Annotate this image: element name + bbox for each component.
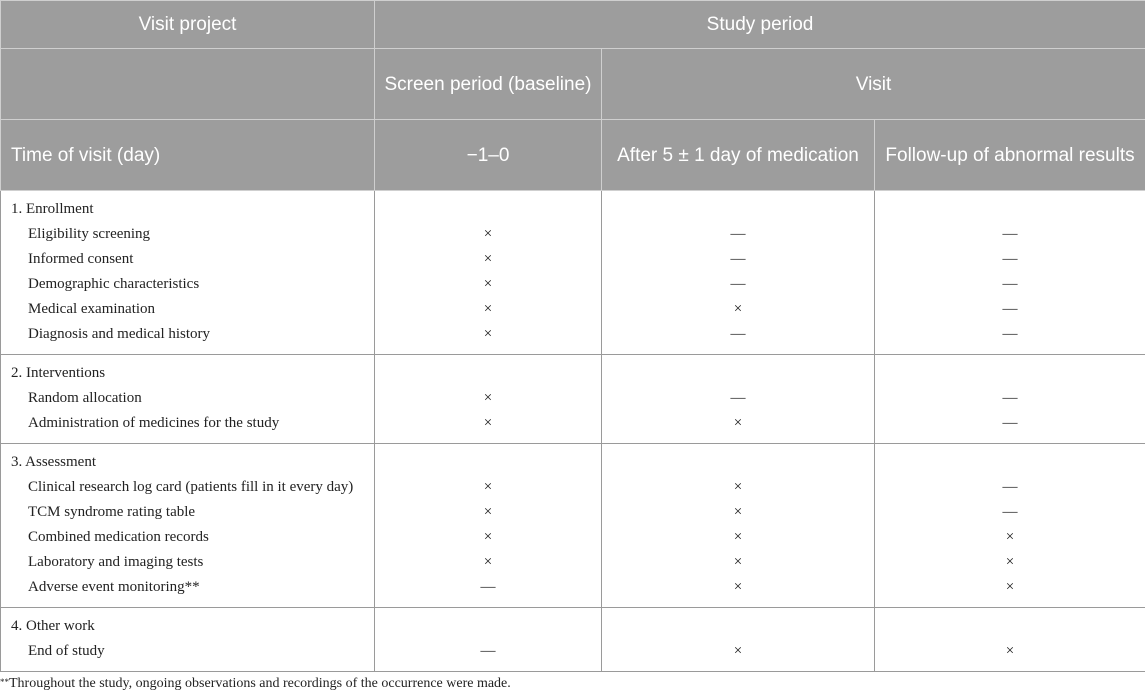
baseline-mark: × xyxy=(375,322,602,355)
empty-cell xyxy=(602,608,875,640)
empty-cell xyxy=(875,191,1145,223)
section-title: 1. Enrollment xyxy=(1,191,375,223)
baseline-mark: × xyxy=(375,411,602,444)
after-medication-mark: × xyxy=(602,639,875,672)
table-row xyxy=(1,475,1145,500)
section-row xyxy=(1,444,1145,476)
row-label: Eligibility screening xyxy=(1,222,375,247)
followup-mark: × xyxy=(875,639,1145,672)
table-row xyxy=(1,297,1145,322)
table-footnote xyxy=(0,674,511,694)
empty-cell xyxy=(875,444,1145,476)
followup-mark: — xyxy=(875,475,1145,500)
table-row xyxy=(1,272,1145,297)
table-row xyxy=(1,322,1145,355)
empty-cell xyxy=(602,191,875,223)
followup-mark: — xyxy=(875,272,1145,297)
after-medication-mark: × xyxy=(602,550,875,575)
baseline-mark: × xyxy=(375,247,602,272)
header-time-followup: Follow-up of abnormal results xyxy=(875,120,1145,191)
header-blank-cell xyxy=(1,49,375,120)
baseline-mark: × xyxy=(375,475,602,500)
followup-mark: — xyxy=(875,222,1145,247)
section-title: 3. Assessment xyxy=(1,444,375,476)
footnote-text: Throughout the study, ongoing observations and recordings of the occurrence were made. xyxy=(9,676,511,691)
table-row xyxy=(1,222,1145,247)
baseline-mark: × xyxy=(375,500,602,525)
row-label: Clinical research log card (patients fill in it every day) xyxy=(1,475,375,500)
header-study-period: Study period xyxy=(375,1,1145,49)
section-row xyxy=(1,191,1145,223)
empty-cell xyxy=(375,608,602,640)
followup-mark: — xyxy=(875,411,1145,444)
after-medication-mark: × xyxy=(602,575,875,608)
row-label: TCM syndrome rating table xyxy=(1,500,375,525)
section-title: 2. Interventions xyxy=(1,355,375,387)
header-visit-project: Visit project xyxy=(1,1,375,49)
row-label: Diagnosis and medical history xyxy=(1,322,375,355)
section-title: 4. Other work xyxy=(1,608,375,640)
baseline-mark: × xyxy=(375,386,602,411)
table-header xyxy=(1,1,1145,191)
row-label: Medical examination xyxy=(1,297,375,322)
empty-cell xyxy=(375,191,602,223)
followup-mark: — xyxy=(875,386,1145,411)
empty-cell xyxy=(875,608,1145,640)
baseline-mark: × xyxy=(375,297,602,322)
row-label: Demographic characteristics xyxy=(1,272,375,297)
table-row xyxy=(1,411,1145,444)
followup-mark: — xyxy=(875,297,1145,322)
after-medication-mark: — xyxy=(602,322,875,355)
followup-mark: — xyxy=(875,500,1145,525)
table-row xyxy=(1,550,1145,575)
section-row xyxy=(1,355,1145,387)
row-label: Adverse event monitoring** xyxy=(1,575,375,608)
after-medication-mark: — xyxy=(602,386,875,411)
header-time-of-visit: Time of visit (day) xyxy=(1,120,375,191)
empty-cell xyxy=(602,444,875,476)
baseline-mark: × xyxy=(375,525,602,550)
empty-cell xyxy=(602,355,875,387)
followup-mark: × xyxy=(875,575,1145,608)
header-visit: Visit xyxy=(602,49,1145,120)
baseline-mark: × xyxy=(375,550,602,575)
after-medication-mark: × xyxy=(602,475,875,500)
followup-mark: — xyxy=(875,322,1145,355)
after-medication-mark: × xyxy=(602,297,875,322)
table-row xyxy=(1,525,1145,550)
header-screen-period: Screen period (baseline) xyxy=(375,49,602,120)
followup-mark: — xyxy=(875,247,1145,272)
table-row xyxy=(1,500,1145,525)
baseline-mark: × xyxy=(375,222,602,247)
after-medication-mark: × xyxy=(602,411,875,444)
footnote-mark: ** xyxy=(0,677,9,687)
after-medication-mark: × xyxy=(602,500,875,525)
baseline-mark: — xyxy=(375,639,602,672)
row-label: Informed consent xyxy=(1,247,375,272)
table-row xyxy=(1,575,1145,608)
after-medication-mark: — xyxy=(602,222,875,247)
row-label: Random allocation xyxy=(1,386,375,411)
after-medication-mark: — xyxy=(602,272,875,297)
section-row xyxy=(1,608,1145,640)
header-time-baseline: −1–0 xyxy=(375,120,602,191)
followup-mark: × xyxy=(875,525,1145,550)
baseline-mark: — xyxy=(375,575,602,608)
row-label: Laboratory and imaging tests xyxy=(1,550,375,575)
header-time-after: After 5 ± 1 day of medication xyxy=(602,120,875,191)
empty-cell xyxy=(875,355,1145,387)
baseline-mark: × xyxy=(375,272,602,297)
followup-mark: × xyxy=(875,550,1145,575)
table-body xyxy=(1,191,1145,672)
table-row xyxy=(1,639,1145,672)
empty-cell xyxy=(375,444,602,476)
empty-cell xyxy=(375,355,602,387)
row-label: End of study xyxy=(1,639,375,672)
table-row xyxy=(1,386,1145,411)
after-medication-mark: — xyxy=(602,247,875,272)
row-label: Combined medication records xyxy=(1,525,375,550)
row-label: Administration of medicines for the study xyxy=(1,411,375,444)
table-row xyxy=(1,247,1145,272)
after-medication-mark: × xyxy=(602,525,875,550)
